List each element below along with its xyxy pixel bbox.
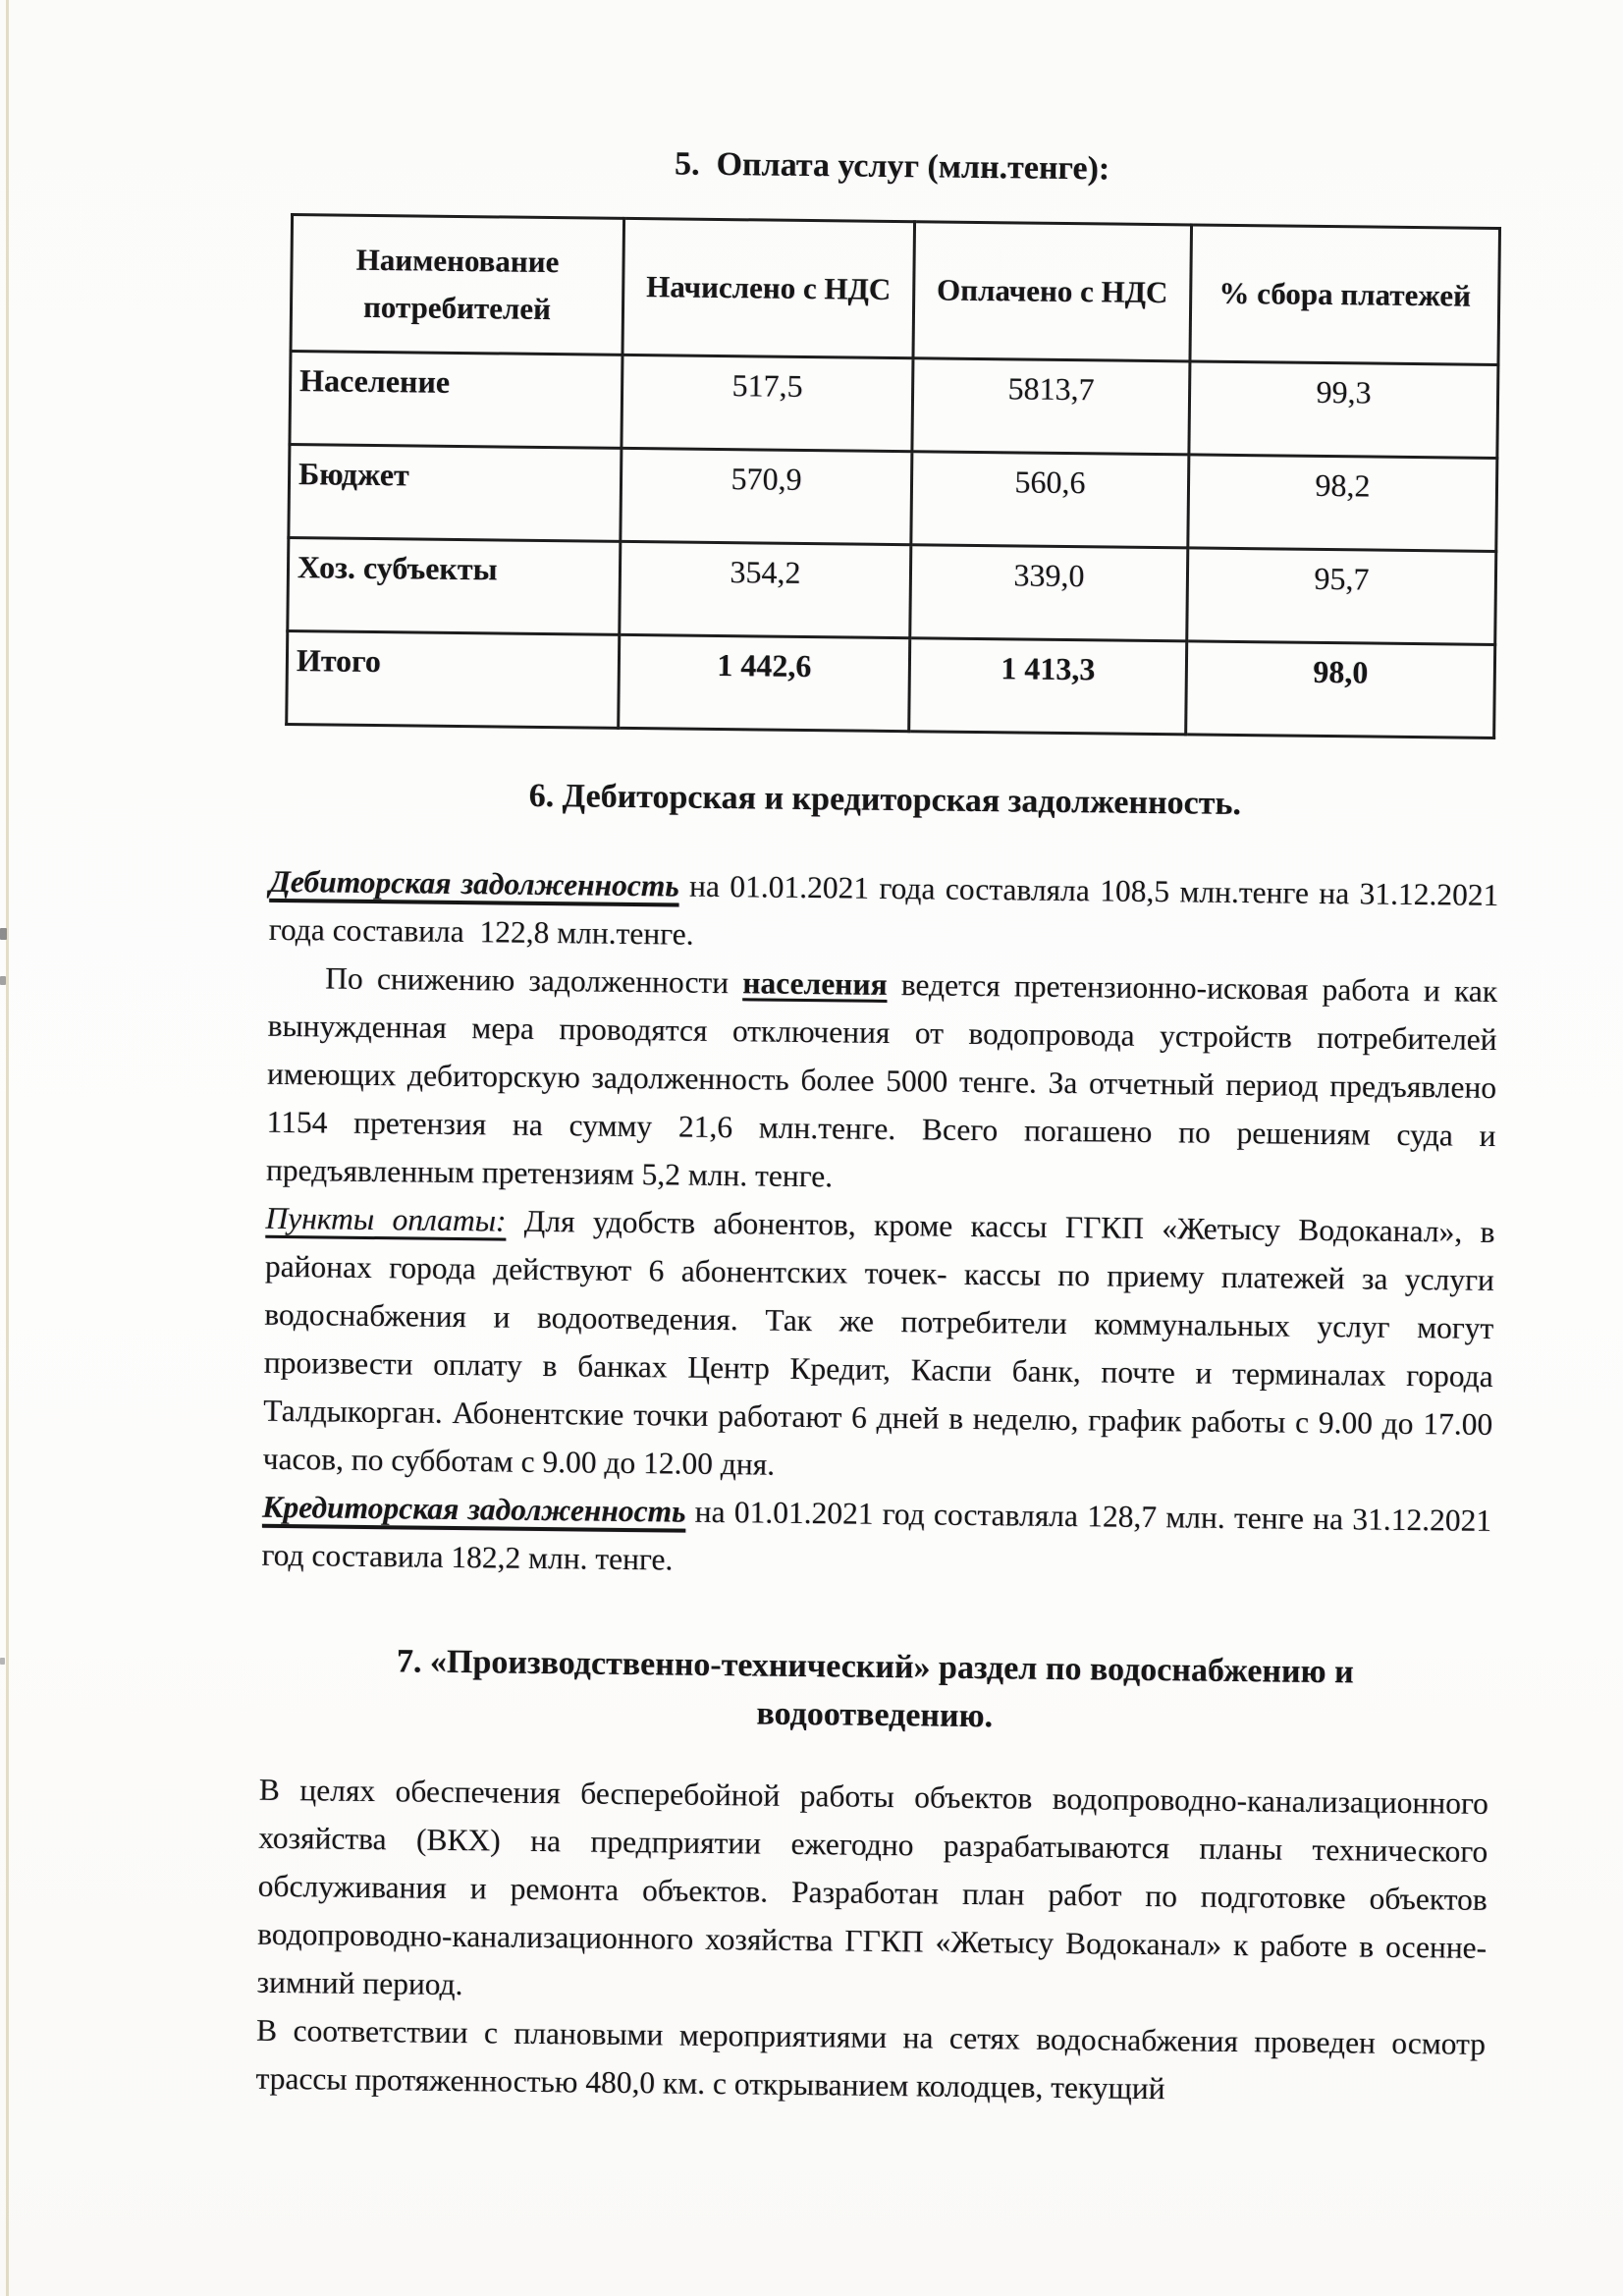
col-header-accrued: Начислено с НДС xyxy=(622,219,915,358)
payment-points-lead-phrase: Пункты оплаты: xyxy=(265,1200,507,1238)
paragraph-network-inspection: В соответствии с плановыми мероприятиями на сетях водоснабжения проведен осмотр трассы протяженностью 480,0 км. с открыванием колодцев, текущий xyxy=(255,2012,1487,2106)
scan-mark xyxy=(0,976,6,985)
row-percent: 99,3 xyxy=(1189,361,1498,459)
paragraph-payment-points xyxy=(262,1193,1494,1496)
paragraph-payables xyxy=(261,1482,1491,1592)
receivables-text: на 01.01.2021 года составляла 108,5 млн.тенге на 31.12.2021 года составила 122,8 млн.тенге. xyxy=(268,868,1499,952)
section6-heading: 6. Дебиторская и кредиторская задолженность. xyxy=(528,778,1242,823)
total-paid: 1 413,3 xyxy=(909,638,1187,735)
total-accrued: 1 442,6 xyxy=(619,635,910,732)
table-row xyxy=(290,352,1498,459)
section7-body xyxy=(255,1766,1488,2116)
section6-body xyxy=(261,856,1498,1592)
scan-edge-artifact xyxy=(6,0,9,2296)
row-percent: 95,7 xyxy=(1187,548,1496,645)
debt-reduction-text-a: По снижению задолженности xyxy=(325,960,743,1000)
section7-heading: 7. «Производственно-технический» раздел по водоснабжению и водоотведению. xyxy=(396,1642,1354,1735)
row-paid: 5813,7 xyxy=(912,358,1190,455)
row-accrued: 517,5 xyxy=(622,355,913,452)
scan-mark xyxy=(0,1658,5,1665)
col-header-percent: % сбора платежей xyxy=(1190,225,1500,365)
population-emphasis: населения xyxy=(742,964,888,1002)
payments-table xyxy=(285,213,1501,739)
row-name: Хоз. субъекты xyxy=(288,538,621,635)
document-content xyxy=(255,136,1507,2116)
table-total-row xyxy=(287,631,1495,738)
paragraph-receivables xyxy=(269,856,1499,966)
row-accrued: 570,9 xyxy=(621,449,912,545)
paragraph-debt-reduction xyxy=(266,953,1498,1207)
row-accrued: 354,2 xyxy=(620,542,911,638)
payables-lead-phrase: Кредиторская задолженность xyxy=(261,1489,686,1529)
table-row xyxy=(288,538,1496,645)
total-name: Итого xyxy=(287,631,620,729)
col-header-consumer: Наименование потребителей xyxy=(291,215,624,355)
paragraph-maintenance-plans: В целях обеспечения бесперебойной работы объектов водопроводно-канализационного хозяйства (ВКХ) на предприятии ежегодно разрабатываются планы технического обслуживания и ремонта объектов. Разработан план работ по подготовке объектов водопроводно-канализационного хозяйства ГГКП «Жетысу Водоканал» к работе в осенне-зимний период. xyxy=(256,1772,1489,2002)
receivables-lead-phrase: Дебиторская задолженность xyxy=(269,863,679,903)
section5-heading: 5. Оплата услуг (млн.тенге): xyxy=(674,145,1110,188)
total-percent: 98,0 xyxy=(1186,641,1495,738)
row-name: Население xyxy=(290,352,622,449)
table-header-row xyxy=(291,215,1499,365)
debt-reduction-text-b: ведется претензионно-исковая работа и как вынужденная мера проводятся отключения от водопровода устройств потребителей имеющих дебиторскую задолженность более 5000 тенге. За отчетный период предъявлено 1154 претензия на сумму 21,6 млн.тенге. Всего погашено по решениям суда и предъявленным претензиям 5,2 млн. тенге. xyxy=(265,966,1498,1193)
payables-text: на 01.01.2021 год составляла 128,7 млн. тенге на 31.12.2021 год составила 182,2 млн. тенге. xyxy=(261,1494,1492,1577)
row-name: Бюджет xyxy=(289,445,622,542)
col-header-paid: Оплачено с НДС xyxy=(913,222,1192,361)
scan-mark xyxy=(0,928,7,940)
row-percent: 98,2 xyxy=(1188,455,1497,552)
table-row xyxy=(289,445,1497,552)
row-paid: 560,6 xyxy=(911,452,1189,548)
payment-points-text: Для удобств абонентов, кроме кассы ГГКП «Жетысу Водоканал», в районах города действуют 6 абонентских точек- кассы по приему платежей за услуги водоснабжения и водоотведения. Так же потребители коммунальных услуг могут произвести оплату в банках Центр Кредит, Каспи банк, почте и терминалах города Талдыкорган. Абонентские точки работают 6 дней в неделю, график работы с 9.00 до 17.00 часов, по субботам с 9.00 до 12.00 дня. xyxy=(262,1203,1495,1482)
row-paid: 339,0 xyxy=(910,545,1188,641)
